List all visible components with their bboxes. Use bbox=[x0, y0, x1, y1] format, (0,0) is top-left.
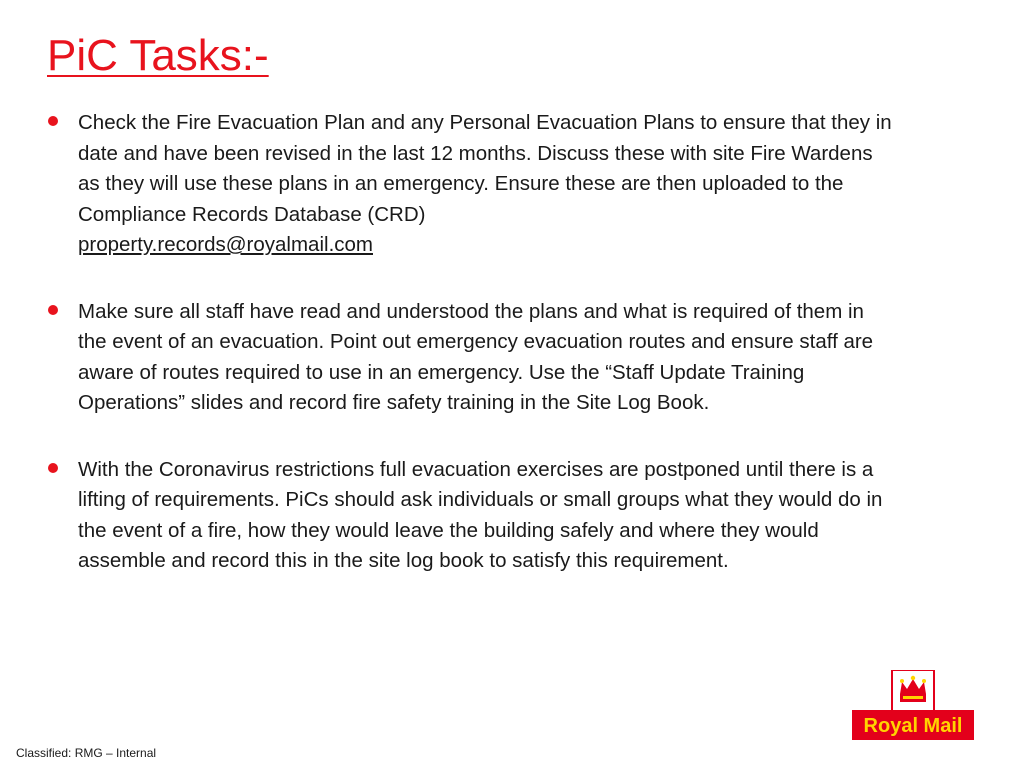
classification-footer: Classified: RMG – Internal bbox=[16, 746, 157, 760]
email-link[interactable]: property.records@royalmail.com bbox=[78, 233, 373, 256]
bullet-item-staff-training bbox=[48, 297, 898, 419]
bullet-item-fire-plan bbox=[48, 108, 898, 261]
bullet-text: Check the Fire Evacuation Plan and any Personal Evacuation Plans to ensure that they in date and have been revised in the last 12 months. Discuss these with site Fire Wardens as they will use these plans in an emergency. Ensure these are then uploaded to the Compliance Records Database (CRD) bbox=[78, 111, 892, 226]
bullet-dot-icon bbox=[48, 116, 58, 126]
bullet-text: With the Coronavirus restrictions full evacuation exercises are postponed until there is a lifting of requirements. PiCs should ask individuals or small groups what they would do in the event of a fire, how they would leave the building safely and where they would assemble and record this in the site log book to satisfy this requirement. bbox=[78, 457, 883, 572]
logo-text: Royal Mail bbox=[863, 715, 963, 737]
bullet-dot-icon bbox=[48, 305, 58, 315]
royal-mail-logo bbox=[850, 670, 976, 758]
bullet-item-coronavirus bbox=[48, 455, 898, 577]
bullet-list bbox=[48, 108, 898, 613]
royal-mail-logo-graphic bbox=[850, 670, 976, 758]
slide-title: PiC Tasks:- bbox=[47, 31, 269, 80]
bullet-text: Make sure all staff have read and understood the plans and what is required of them in the event of an evacuation. Point out emergency evacuation routes and ensure staff are aware of routes required to use in an emergency. Use the “Staff Update Training Operations” slides and record fire safety training in the Site Log Book. bbox=[78, 299, 874, 414]
bullet-dot-icon bbox=[48, 463, 58, 473]
